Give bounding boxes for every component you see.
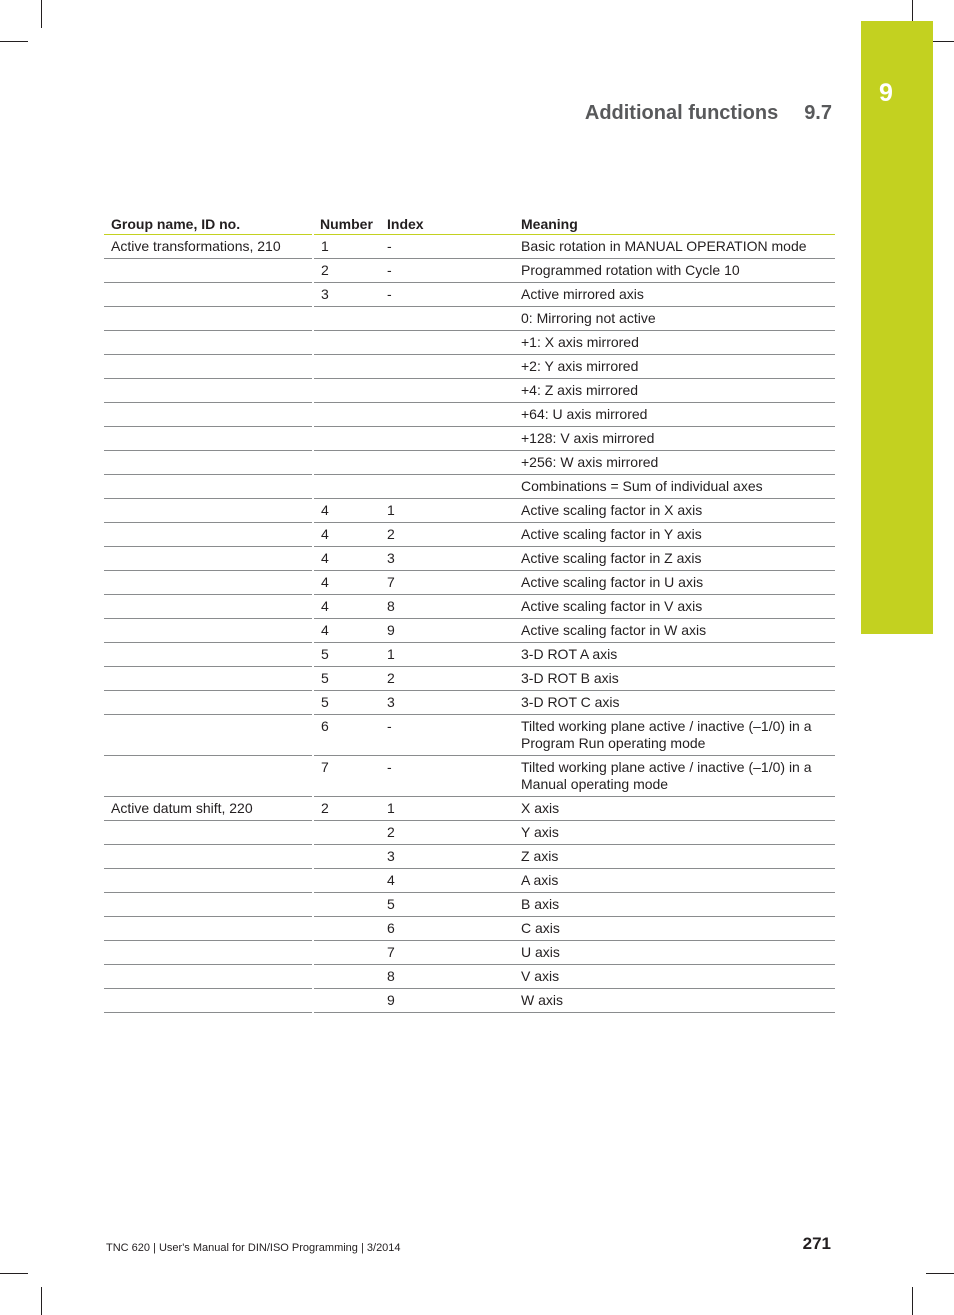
meaning-cell: +64: U axis mirrored	[514, 403, 835, 427]
number-cell: 2	[313, 259, 380, 283]
table-row	[104, 845, 835, 869]
table-row	[104, 451, 835, 475]
number-cell: 5	[313, 691, 380, 715]
number-cell	[313, 941, 380, 965]
index-cell: 1	[380, 499, 514, 523]
meaning-cell: 3-D ROT C axis	[514, 691, 835, 715]
running-header	[480, 102, 832, 125]
table-row	[104, 331, 835, 355]
index-cell: 1	[380, 643, 514, 667]
index-cell: 8	[380, 965, 514, 989]
table-row	[104, 917, 835, 941]
number-cell	[313, 845, 380, 869]
meaning-cell: A axis	[514, 869, 835, 893]
index-cell: -	[380, 283, 514, 307]
footer-text: TNC 620 | User's Manual for DIN/ISO Programming | 3/2014	[106, 1242, 401, 1254]
table-row	[104, 619, 835, 643]
number-cell	[313, 821, 380, 845]
meaning-cell: Active scaling factor in W axis	[514, 619, 835, 643]
table-row	[104, 941, 835, 965]
meaning-cell: 3-D ROT B axis	[514, 667, 835, 691]
number-cell	[313, 893, 380, 917]
meaning-cell: W axis	[514, 989, 835, 1013]
meaning-cell: Tilted working plane active / inactive (–1/0) in a Program Run operating mode	[514, 715, 835, 756]
table-row	[104, 756, 835, 797]
meaning-cell: +128: V axis mirrored	[514, 427, 835, 451]
index-cell: 8	[380, 595, 514, 619]
group-cell	[104, 475, 313, 499]
index-cell: -	[380, 235, 514, 259]
index-cell: 3	[380, 547, 514, 571]
meaning-cell: B axis	[514, 893, 835, 917]
table-row	[104, 643, 835, 667]
meaning-cell: 0: Mirroring not active	[514, 307, 835, 331]
table-row	[104, 475, 835, 499]
meaning-cell: Z axis	[514, 845, 835, 869]
index-cell	[380, 475, 514, 499]
group-cell	[104, 667, 313, 691]
table-row	[104, 667, 835, 691]
table-row	[104, 869, 835, 893]
number-cell	[313, 331, 380, 355]
index-cell	[380, 331, 514, 355]
meaning-cell: Y axis	[514, 821, 835, 845]
group-cell	[104, 379, 313, 403]
group-cell	[104, 283, 313, 307]
crop-mark	[912, 1287, 913, 1315]
meaning-cell: Combinations = Sum of individual axes	[514, 475, 835, 499]
group-cell	[104, 941, 313, 965]
number-cell: 5	[313, 667, 380, 691]
table-row	[104, 283, 835, 307]
meaning-cell: Programmed rotation with Cycle 10	[514, 259, 835, 283]
header-title: Additional functions	[584, 102, 779, 124]
meaning-cell: V axis	[514, 965, 835, 989]
crop-mark	[41, 0, 42, 28]
index-cell: 7	[380, 941, 514, 965]
crop-mark	[0, 41, 28, 42]
group-cell	[104, 691, 313, 715]
meaning-cell: +4: Z axis mirrored	[514, 379, 835, 403]
meaning-cell: Basic rotation in MANUAL OPERATION mode	[514, 235, 835, 259]
meaning-cell: Active mirrored axis	[514, 283, 835, 307]
table-row	[104, 595, 835, 619]
group-cell	[104, 845, 313, 869]
column-header-number: Number	[313, 208, 380, 235]
group-cell	[104, 547, 313, 571]
meaning-cell: 3-D ROT A axis	[514, 643, 835, 667]
number-cell: 7	[313, 756, 380, 797]
section-number: 9.7	[804, 102, 832, 124]
group-cell	[104, 595, 313, 619]
number-cell: 1	[313, 235, 380, 259]
group-cell	[104, 989, 313, 1013]
column-header-meaning: Meaning	[514, 208, 835, 235]
meaning-cell: Active scaling factor in U axis	[514, 571, 835, 595]
group-cell: Active datum shift, 220	[104, 797, 313, 821]
number-cell: 5	[313, 643, 380, 667]
table-row	[104, 893, 835, 917]
index-cell	[380, 427, 514, 451]
table-row	[104, 403, 835, 427]
table-row	[104, 379, 835, 403]
meaning-cell: +1: X axis mirrored	[514, 331, 835, 355]
group-cell	[104, 893, 313, 917]
number-cell	[313, 451, 380, 475]
index-cell: -	[380, 715, 514, 756]
table-row	[104, 523, 835, 547]
group-cell	[104, 821, 313, 845]
group-cell: Active transformations, 210	[104, 235, 313, 259]
number-cell	[313, 379, 380, 403]
index-cell	[380, 355, 514, 379]
group-cell	[104, 307, 313, 331]
meaning-cell: Tilted working plane active / inactive (–1/0) in a Manual operating mode	[514, 756, 835, 797]
chapter-tab	[861, 21, 933, 634]
group-cell	[104, 331, 313, 355]
table-row	[104, 965, 835, 989]
index-cell: 5	[380, 893, 514, 917]
number-cell: 4	[313, 523, 380, 547]
index-cell: 2	[380, 667, 514, 691]
group-cell	[104, 965, 313, 989]
group-cell	[104, 571, 313, 595]
crop-mark	[926, 1273, 954, 1274]
index-cell: 2	[380, 523, 514, 547]
group-cell	[104, 715, 313, 756]
number-cell	[313, 965, 380, 989]
table-row	[104, 235, 835, 259]
index-cell	[380, 451, 514, 475]
table-row	[104, 427, 835, 451]
number-cell	[313, 989, 380, 1013]
table-row	[104, 307, 835, 331]
table-row	[104, 989, 835, 1013]
page-number: 271	[802, 1234, 831, 1253]
number-cell: 4	[313, 595, 380, 619]
column-header-group: Group name, ID no.	[104, 208, 313, 235]
index-cell	[380, 403, 514, 427]
table-body	[104, 235, 835, 1013]
table-row	[104, 691, 835, 715]
number-cell: 6	[313, 715, 380, 756]
group-cell	[104, 619, 313, 643]
group-cell	[104, 427, 313, 451]
index-cell: 6	[380, 917, 514, 941]
table-row	[104, 715, 835, 756]
crop-mark	[41, 1287, 42, 1315]
index-cell: 9	[380, 989, 514, 1013]
index-cell: 7	[380, 571, 514, 595]
table-row	[104, 571, 835, 595]
number-cell: 2	[313, 797, 380, 821]
meaning-cell: +256: W axis mirrored	[514, 451, 835, 475]
group-cell	[104, 499, 313, 523]
index-cell: 1	[380, 797, 514, 821]
group-cell	[104, 869, 313, 893]
table-row	[104, 821, 835, 845]
number-cell	[313, 427, 380, 451]
number-cell: 4	[313, 571, 380, 595]
number-cell	[313, 403, 380, 427]
group-cell	[104, 917, 313, 941]
table-row	[104, 499, 835, 523]
number-cell	[313, 869, 380, 893]
number-cell	[313, 355, 380, 379]
group-cell	[104, 451, 313, 475]
index-cell	[380, 379, 514, 403]
meaning-cell: Active scaling factor in Y axis	[514, 523, 835, 547]
crop-mark	[0, 1273, 28, 1274]
number-cell	[313, 917, 380, 941]
number-cell: 3	[313, 283, 380, 307]
number-cell: 4	[313, 499, 380, 523]
index-cell: -	[380, 756, 514, 797]
column-header-index: Index	[380, 208, 514, 235]
meaning-cell: Active scaling factor in X axis	[514, 499, 835, 523]
meaning-cell: X axis	[514, 797, 835, 821]
index-cell	[380, 307, 514, 331]
index-cell: 3	[380, 691, 514, 715]
index-cell: 2	[380, 821, 514, 845]
group-cell	[104, 756, 313, 797]
index-cell: 3	[380, 845, 514, 869]
group-cell	[104, 259, 313, 283]
meaning-cell: Active scaling factor in Z axis	[514, 547, 835, 571]
table-row	[104, 797, 835, 821]
number-cell: 4	[313, 619, 380, 643]
group-cell	[104, 355, 313, 379]
number-cell: 4	[313, 547, 380, 571]
group-cell	[104, 403, 313, 427]
index-cell: 9	[380, 619, 514, 643]
index-cell: 4	[380, 869, 514, 893]
meaning-cell: Active scaling factor in V axis	[514, 595, 835, 619]
table-header-row	[104, 208, 835, 235]
number-cell	[313, 307, 380, 331]
meaning-cell: +2: Y axis mirrored	[514, 355, 835, 379]
table-row	[104, 547, 835, 571]
system-data-table	[104, 208, 835, 1013]
number-cell	[313, 475, 380, 499]
group-cell	[104, 523, 313, 547]
table-row	[104, 355, 835, 379]
group-cell	[104, 643, 313, 667]
meaning-cell: U axis	[514, 941, 835, 965]
chapter-number: 9	[879, 79, 893, 107]
table-row	[104, 259, 835, 283]
meaning-cell: C axis	[514, 917, 835, 941]
index-cell: -	[380, 259, 514, 283]
